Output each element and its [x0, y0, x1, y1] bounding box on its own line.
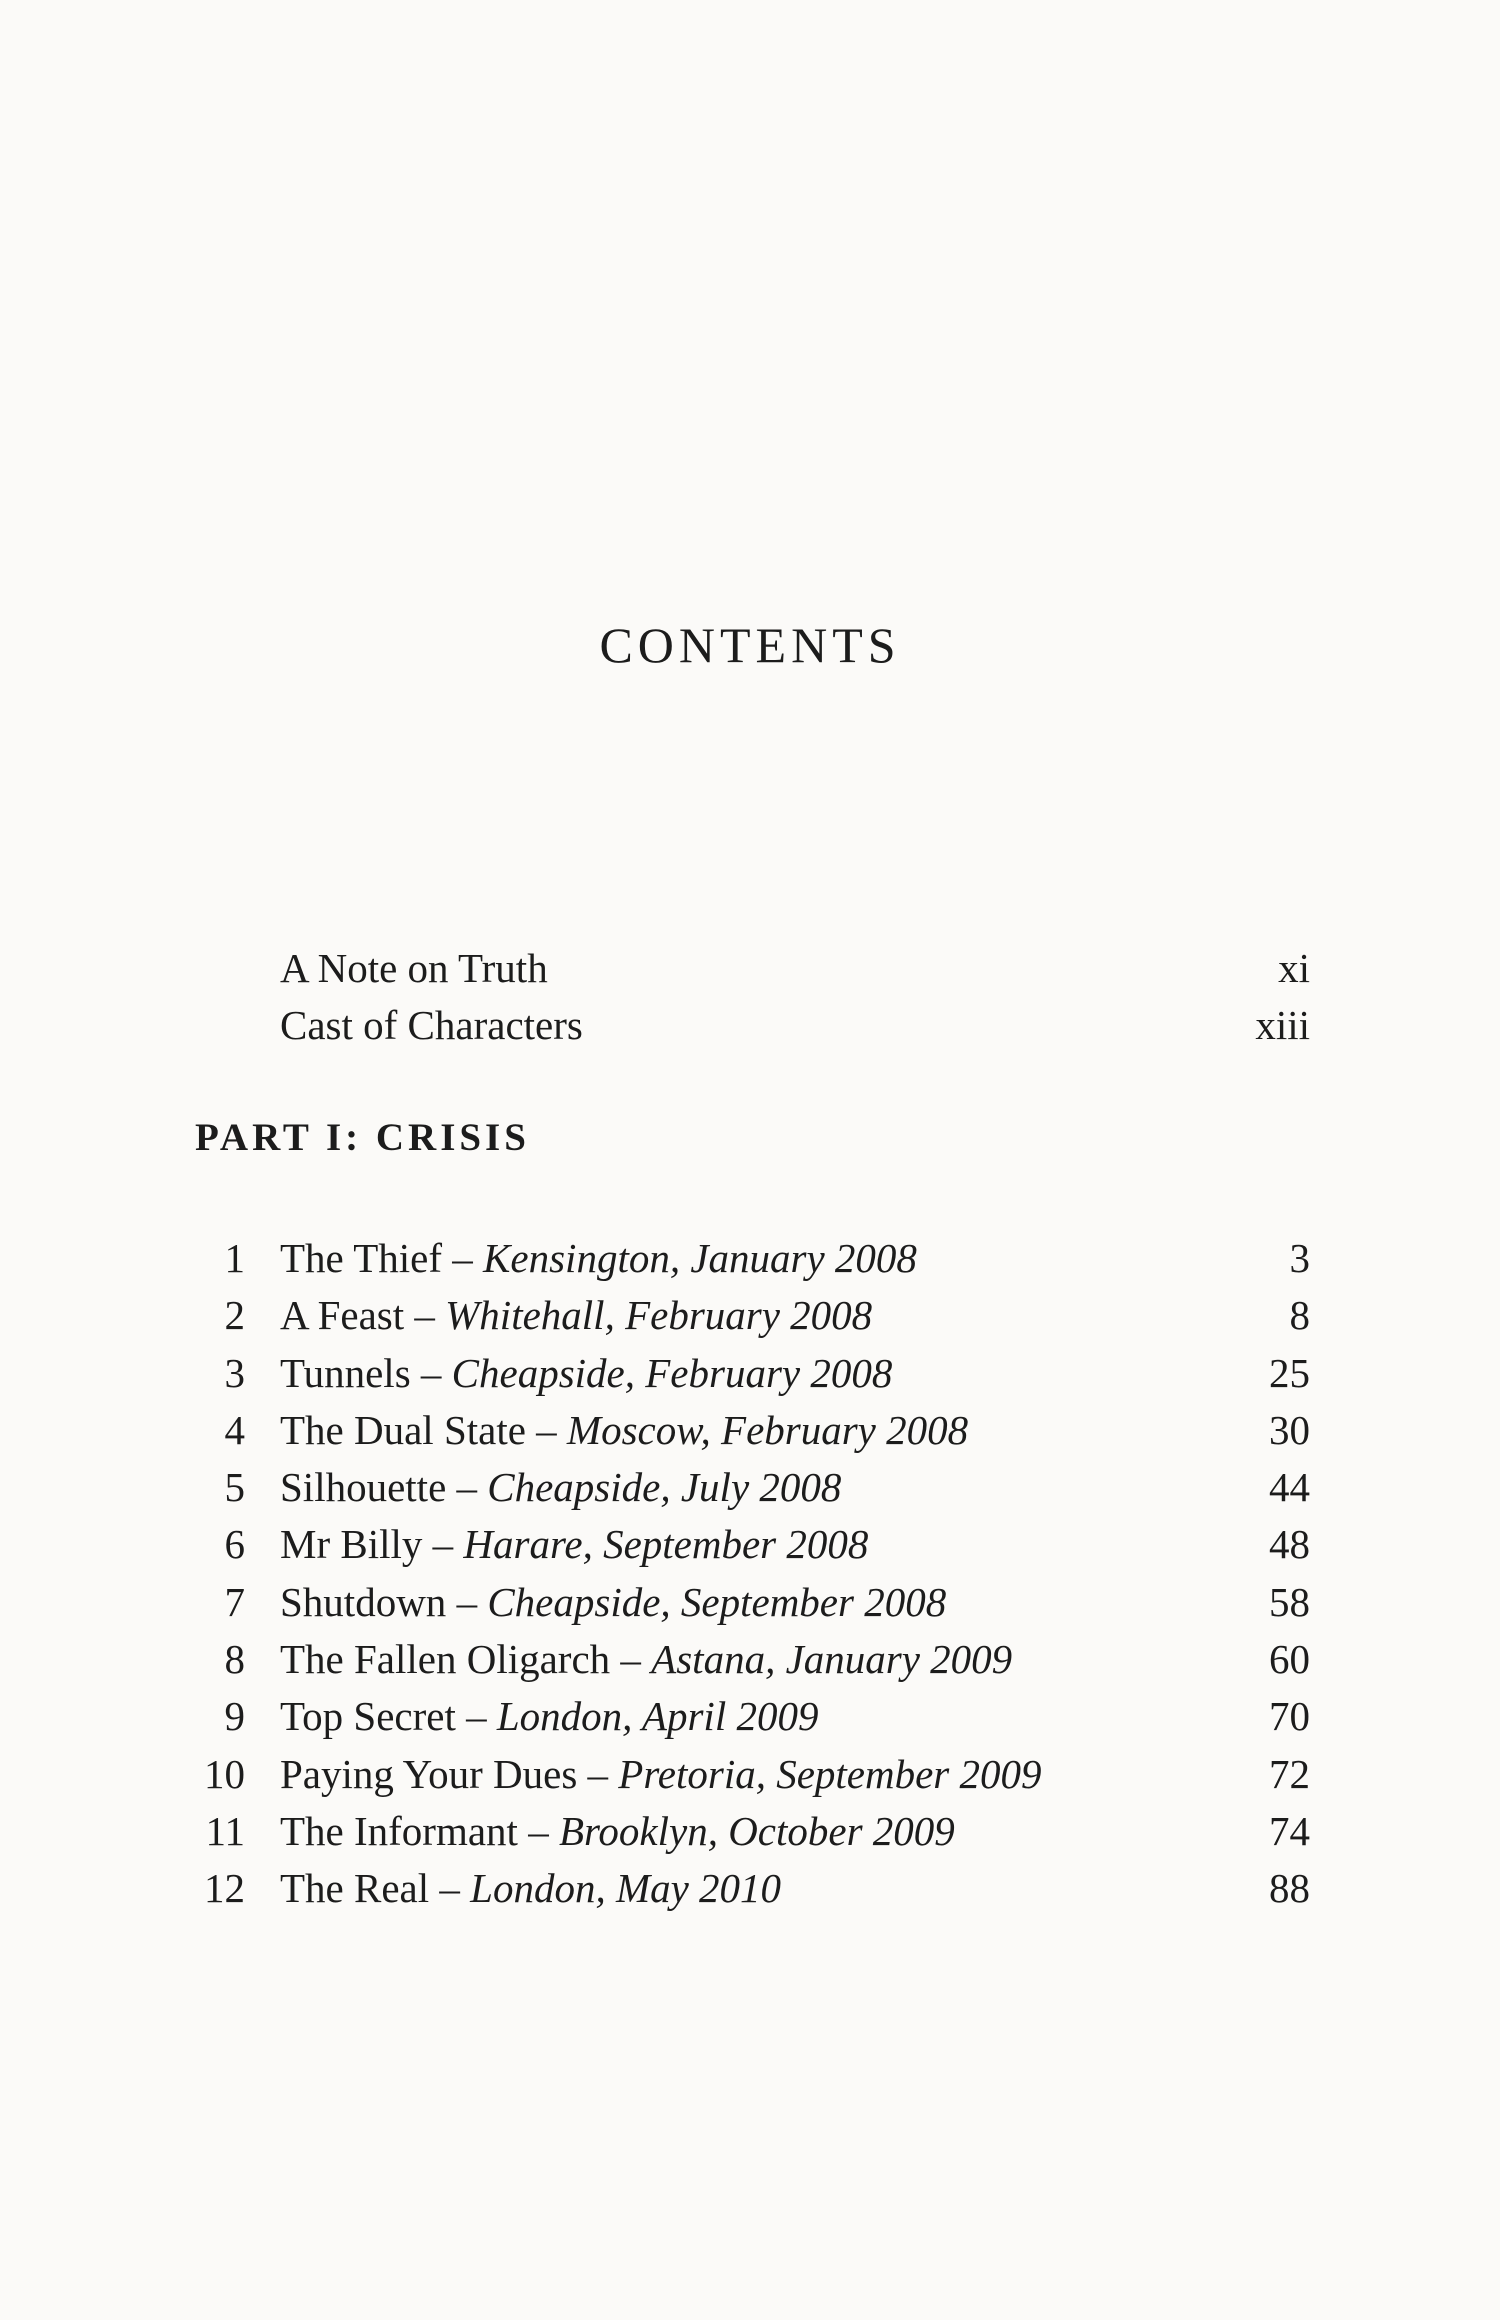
- front-matter-page: xi: [1278, 945, 1310, 991]
- chapter-entry: [280, 1459, 841, 1516]
- chapter-row: [195, 1631, 1310, 1688]
- chapter-number: 1: [224, 1235, 245, 1281]
- chapter-title: Mr Billy: [280, 1521, 423, 1568]
- chapter-page: 88: [1269, 1865, 1310, 1912]
- chapter-page: 58: [1269, 1578, 1310, 1625]
- chapter-separator: –: [517, 1807, 559, 1854]
- chapter-entry: [280, 1688, 818, 1745]
- chapter-number: 5: [224, 1464, 245, 1511]
- chapter-title: The Real: [280, 1865, 430, 1912]
- chapter-number: 12: [204, 1865, 245, 1912]
- chapter-number: 4: [224, 1406, 245, 1453]
- chapter-row: [195, 1230, 1310, 1287]
- chapter-place: Pretoria, September 2009: [618, 1750, 1042, 1797]
- chapter-page: 30: [1269, 1406, 1310, 1453]
- chapter-separator: –: [525, 1406, 567, 1453]
- chapter-row: [195, 1402, 1310, 1459]
- chapter-separator: –: [429, 1865, 471, 1912]
- chapter-row: [195, 1516, 1310, 1573]
- chapter-separator: –: [442, 1235, 484, 1281]
- chapter-entry: [280, 1631, 1012, 1688]
- chapter-row: [195, 1287, 1310, 1344]
- chapter-place: Cheapside, July 2008: [487, 1464, 842, 1511]
- chapter-entry: [280, 1746, 1042, 1803]
- chapter-row: [195, 1345, 1310, 1402]
- chapter-number: 2: [224, 1292, 245, 1339]
- chapter-separator: –: [446, 1578, 488, 1625]
- chapter-entry: [280, 1345, 892, 1402]
- chapter-title: The Informant: [280, 1807, 518, 1854]
- chapter-entry: [280, 1287, 872, 1344]
- chapter-number: 9: [224, 1693, 245, 1740]
- chapter-row: [195, 1574, 1310, 1631]
- chapter-place: London, May 2010: [470, 1865, 782, 1912]
- chapter-page: 25: [1269, 1349, 1310, 1396]
- chapter-title: The Fallen Oligarch: [280, 1636, 611, 1683]
- chapter-title: Top Secret: [280, 1693, 456, 1740]
- chapter-row: [195, 1459, 1310, 1516]
- front-matter-item: [280, 997, 1310, 1054]
- chapter-title: A Feast: [280, 1292, 405, 1339]
- front-matter-page: xiii: [1255, 1002, 1310, 1048]
- page-title: CONTENTS: [599, 616, 901, 673]
- chapter-number: 11: [205, 1807, 245, 1854]
- chapter-entry: [280, 1230, 917, 1287]
- chapter-separator: –: [455, 1693, 497, 1740]
- front-matter-item: [280, 940, 1310, 997]
- chapter-place: Cheapside, September 2008: [487, 1578, 947, 1625]
- chapter-page: 48: [1269, 1521, 1310, 1568]
- chapter-separator: –: [410, 1349, 452, 1396]
- chapter-page: 72: [1269, 1750, 1310, 1797]
- chapter-place: Brooklyn, October 2009: [558, 1807, 955, 1854]
- chapter-place: Kensington, January 2008: [483, 1235, 917, 1281]
- chapter-entry: [280, 1860, 781, 1917]
- chapter-page: 60: [1269, 1636, 1310, 1683]
- part-heading: PART I: CRISIS: [195, 1116, 530, 1159]
- chapter-title: Silhouette: [280, 1464, 447, 1511]
- front-matter-list: [280, 940, 1310, 1054]
- chapter-row: [195, 1746, 1310, 1803]
- chapter-place: Cheapside, February 2008: [451, 1349, 893, 1396]
- chapter-title: Tunnels: [280, 1349, 411, 1396]
- chapter-place: Astana, January 2009: [651, 1636, 1013, 1683]
- chapter-entry: [280, 1516, 868, 1573]
- chapter-entry: [280, 1803, 955, 1860]
- chapter-page: 8: [1289, 1292, 1310, 1339]
- front-matter-label: Cast of Characters: [280, 1002, 583, 1048]
- chapter-entry: [280, 1402, 968, 1459]
- chapter-separator: –: [404, 1292, 446, 1339]
- chapter-title: Shutdown: [280, 1578, 447, 1625]
- chapter-place: London, April 2009: [496, 1693, 819, 1740]
- chapter-number: 10: [204, 1750, 245, 1797]
- chapter-place: Whitehall, February 2008: [445, 1292, 873, 1339]
- chapter-row: [195, 1803, 1310, 1860]
- front-matter-label: A Note on Truth: [280, 945, 548, 991]
- chapter-separator: –: [577, 1750, 619, 1797]
- chapter-number: 6: [224, 1521, 245, 1568]
- chapter-list: [195, 1230, 1310, 1918]
- chapter-title: The Dual State: [280, 1406, 526, 1453]
- chapter-separator: –: [610, 1636, 652, 1683]
- chapter-title: The Thief: [280, 1235, 443, 1281]
- chapter-row: [195, 1860, 1310, 1917]
- chapter-number: 3: [224, 1349, 245, 1396]
- chapter-page: 70: [1269, 1693, 1310, 1740]
- chapter-row: [195, 1688, 1310, 1745]
- chapter-page: 44: [1269, 1464, 1310, 1511]
- chapter-number: 7: [224, 1578, 245, 1625]
- chapter-place: Harare, September 2008: [463, 1521, 869, 1568]
- chapter-separator: –: [422, 1521, 464, 1568]
- chapter-place: Moscow, February 2008: [566, 1406, 969, 1453]
- chapter-page: 3: [1289, 1235, 1310, 1281]
- chapter-number: 8: [224, 1636, 245, 1683]
- chapter-separator: –: [446, 1464, 488, 1511]
- chapter-page: 74: [1269, 1807, 1310, 1854]
- chapter-entry: [280, 1574, 946, 1631]
- chapter-title: Paying Your Dues: [280, 1750, 578, 1797]
